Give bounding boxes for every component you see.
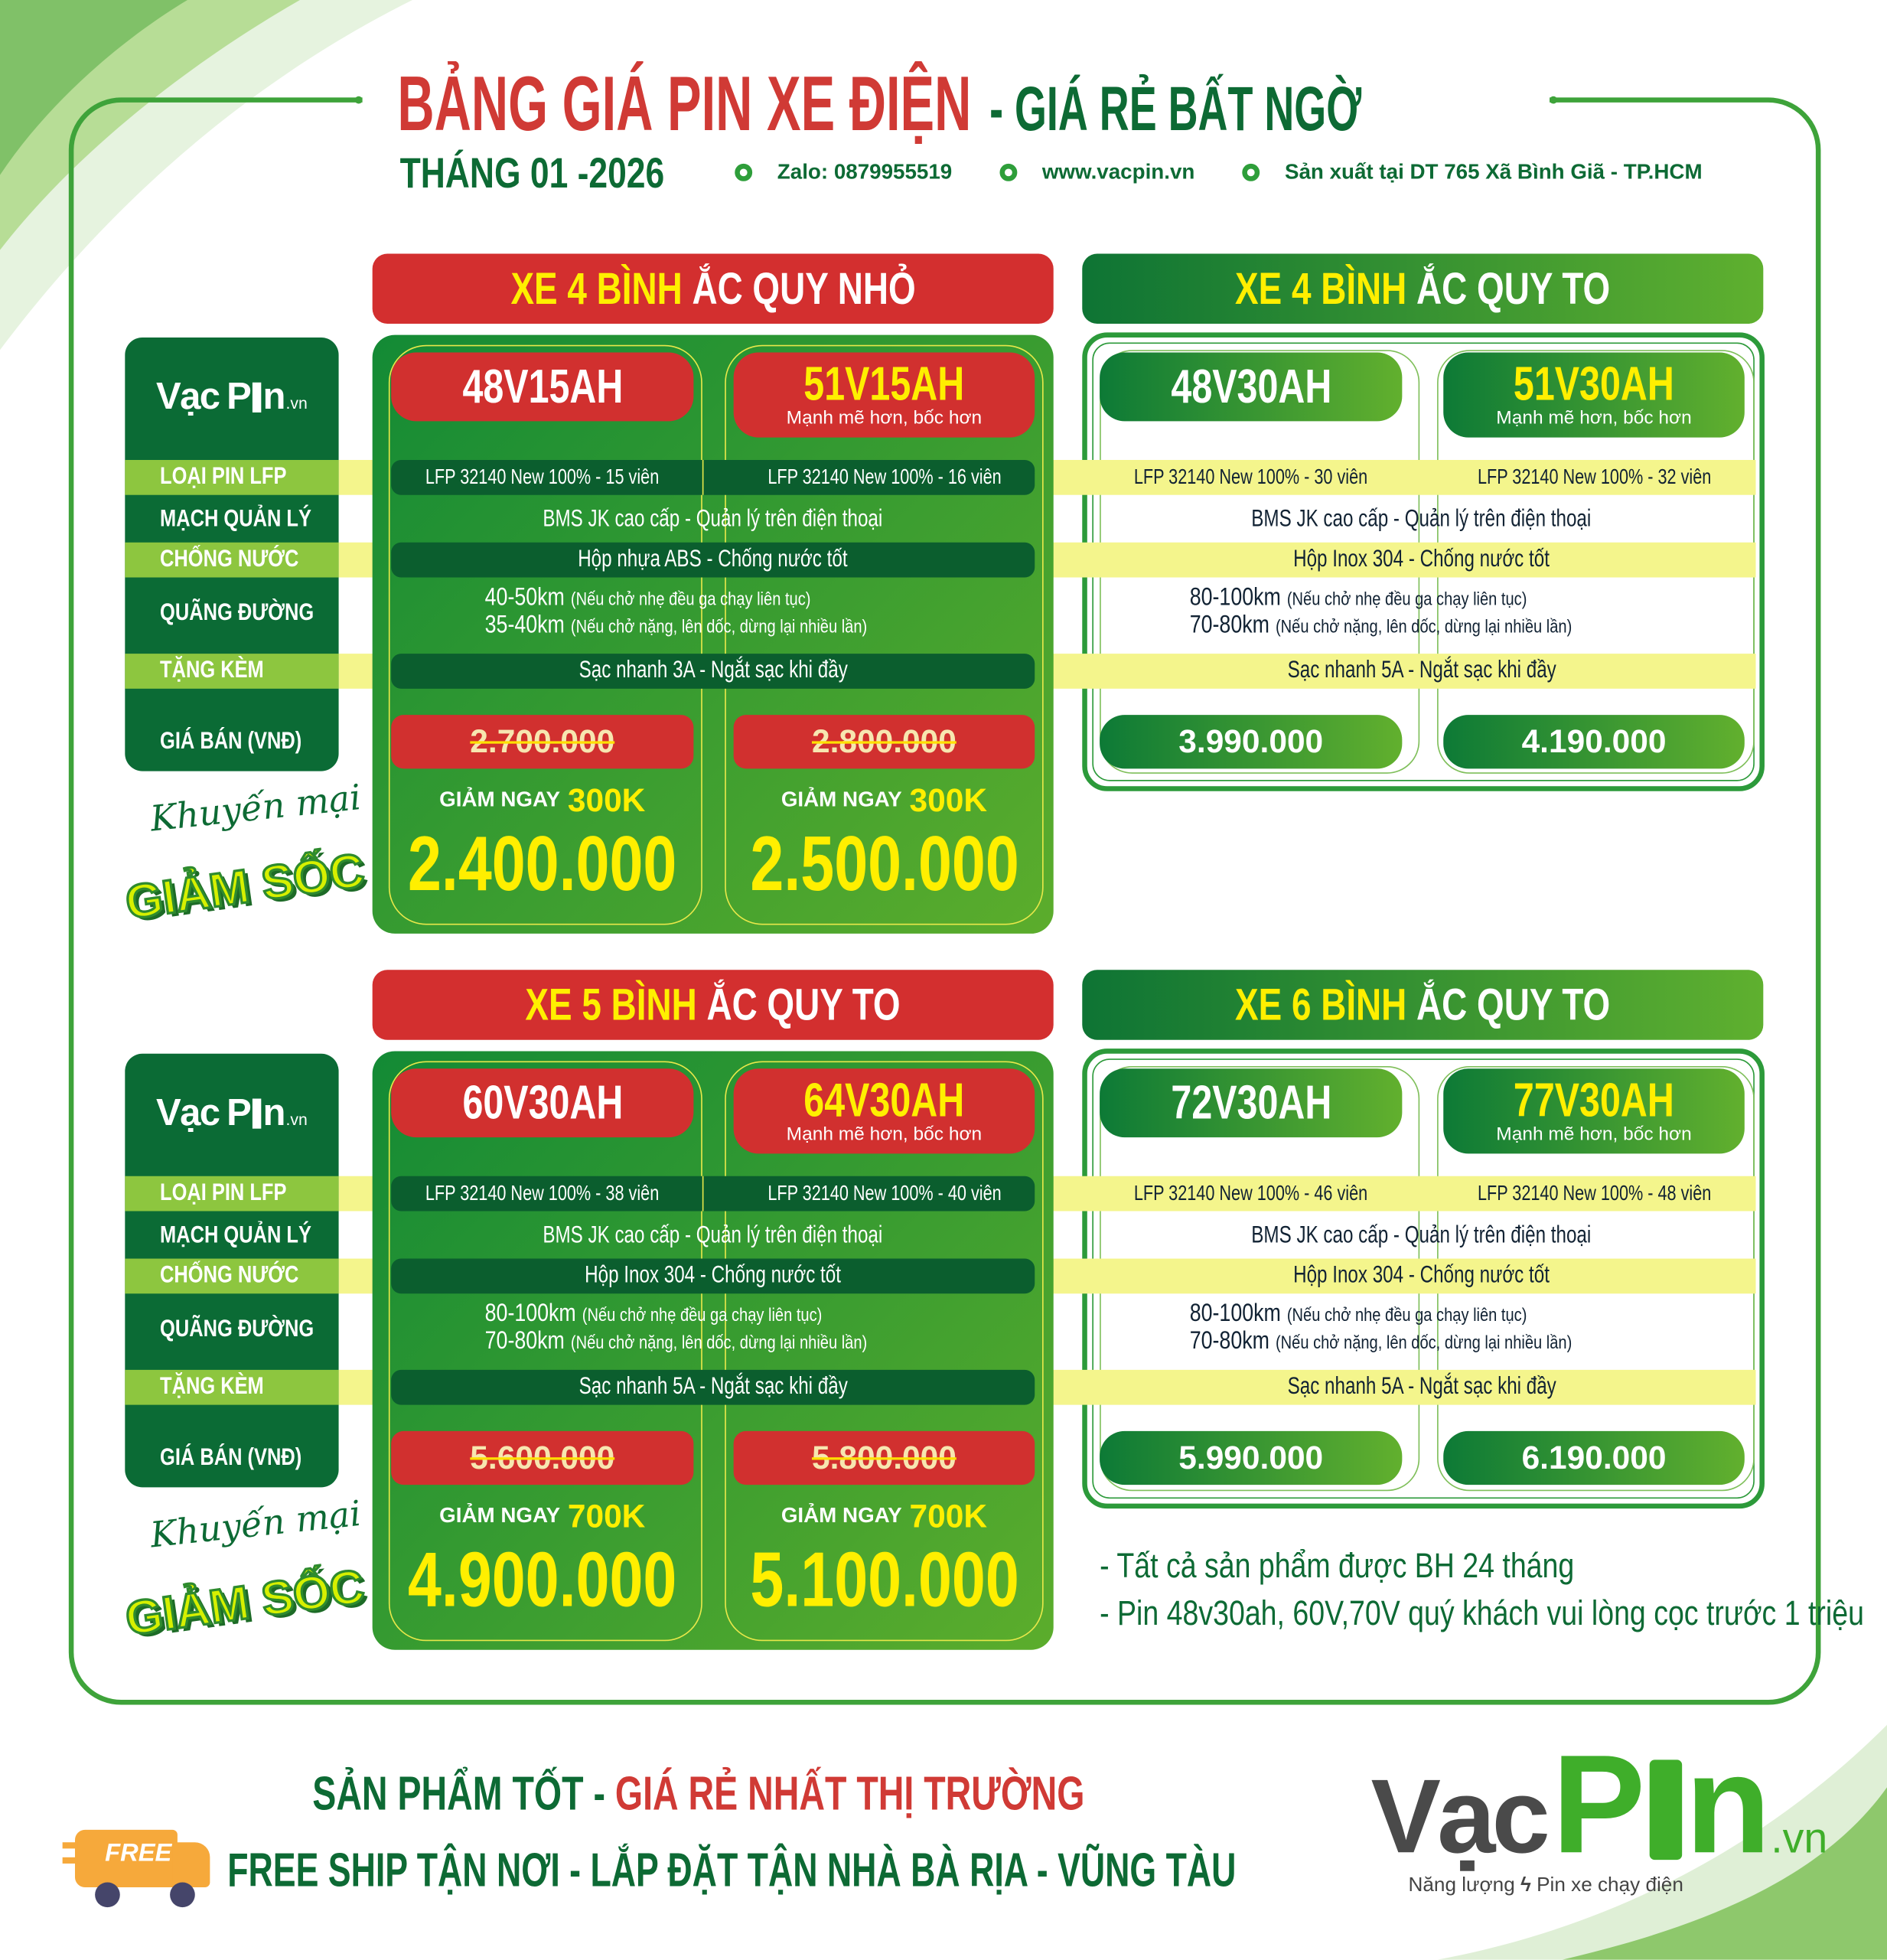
model-pill — [391, 1068, 693, 1137]
model-name: 60V30AH — [461, 1076, 623, 1130]
section-title-b: ẮC QUY TO — [1416, 262, 1611, 314]
section-title-b: ẮC QUY TO — [1416, 978, 1611, 1030]
spec-text: Sạc nhanh 3A - Ngắt sạc khi đầy — [578, 657, 848, 684]
range-note: (Nếu chở nhẹ đều ga chạy liên tục) — [570, 589, 811, 610]
range-line — [1190, 1329, 1661, 1356]
logo-vn: .vn — [1771, 1815, 1828, 1863]
model-pill — [1100, 1068, 1402, 1137]
cell-spec — [391, 460, 693, 495]
promo-price-text: 2.500.000 — [749, 820, 1019, 907]
bolt-icon: ϟ — [1520, 1874, 1531, 1896]
logo-n: n — [262, 375, 286, 417]
range-note: (Nếu chở nhẹ đều ga chạy liên tục) — [582, 1304, 823, 1326]
spec-text: BMS JK cao cấp - Quản lý trên điện thoại — [1251, 1222, 1592, 1249]
cell-spec — [1100, 1176, 1402, 1212]
contact-info — [735, 160, 1702, 185]
price-pill — [1100, 1431, 1402, 1485]
range-note: (Nếu chở nặng, lên dốc, dừng lại nhiều lần) — [1275, 616, 1572, 638]
promo-price-text: 4.900.000 — [408, 1536, 677, 1623]
discount-text: GIẢM NGAY — [439, 1503, 561, 1528]
col-divider — [702, 1176, 704, 1212]
title-red: BẢNG GIÁ PIN XE ĐIỆN — [397, 61, 972, 148]
promo-line2: GIẢM SỐC — [122, 844, 368, 931]
month-wrap — [400, 150, 731, 199]
battery-bolt-icon — [1649, 1759, 1681, 1860]
discount-amount: 700K — [909, 1496, 988, 1534]
cell-spec-text: LFP 32140 New 100% - 48 viên — [1477, 1181, 1711, 1205]
notes — [1100, 1542, 1887, 1637]
vacpin-logo — [125, 363, 338, 432]
row-label — [160, 1370, 286, 1405]
slogan-green: SẢN PHẨM TỐT - — [312, 1768, 615, 1821]
spec-waterproof — [391, 1259, 1035, 1294]
price: 3.990.000 — [1178, 722, 1324, 760]
row-label — [160, 585, 347, 642]
discount-text: GIẢM NGAY — [439, 787, 561, 811]
spec-text: Hộp Inox 304 - Chống nước tốt — [585, 1262, 842, 1289]
row-label — [160, 460, 314, 495]
battery-bolt-icon — [253, 382, 261, 412]
model-subtitle: Mạnh mẽ hơn, bốc hơn — [786, 407, 983, 429]
title-green: - GIÁ RẺ BẤT NGỜ — [989, 73, 1362, 144]
spec-gift — [1087, 654, 1756, 689]
section-title-b: ẮC QUY NHỎ — [692, 262, 916, 314]
row-label — [160, 543, 329, 578]
range-line — [1190, 1301, 1661, 1329]
spec-waterproof — [1087, 543, 1756, 578]
row-label-text: CHỐNG NƯỚC — [160, 546, 299, 572]
row-label-text: GIÁ BÁN (VNĐ) — [160, 1444, 302, 1472]
logo-p: P — [1552, 1726, 1646, 1883]
discount-label — [391, 778, 693, 823]
section-header-right — [1082, 970, 1763, 1039]
spec-text: BMS JK cao cấp - Quản lý trên điện thoại — [1251, 506, 1592, 533]
range-km: 80-100km — [1189, 583, 1281, 611]
spec-text: Hộp nhựa ABS - Chống nước tốt — [578, 546, 848, 572]
note-warranty: - Tất cả sản phẩm được BH 24 tháng — [1100, 1546, 1575, 1585]
range-km: 70-80km — [1189, 611, 1269, 639]
spec-range — [1190, 1301, 1765, 1356]
cell-spec — [734, 460, 1035, 495]
row-label-text: GIÁ BÁN (VNĐ) — [160, 729, 302, 755]
spec-range — [485, 1301, 1060, 1356]
model-pill — [1100, 353, 1402, 422]
logo-p: P — [227, 1091, 252, 1133]
cell-spec-text: LFP 32140 New 100% - 30 viên — [1134, 465, 1368, 489]
promo-line1: Khuyến mại — [148, 776, 363, 840]
promo-price — [391, 1536, 693, 1623]
old-price: 2.800.000 — [811, 722, 957, 760]
cell-spec-text: LFP 32140 New 100% - 40 viên — [767, 1181, 1002, 1205]
logo-vac: Vạc — [156, 1091, 220, 1133]
range-km: 35-40km — [484, 611, 565, 639]
truck-icon — [63, 1830, 210, 1913]
range-km: 70-80km — [1189, 1327, 1269, 1355]
section-title-a: XE 4 BÌNH — [510, 262, 683, 314]
section-title-a: XE 4 BÌNH — [1235, 262, 1407, 314]
discount-amount: 700K — [567, 1496, 646, 1534]
range-note: (Nếu chở nặng, lên dốc, dừng lại nhiều lần) — [570, 616, 868, 638]
range-km: 70-80km — [484, 1327, 565, 1355]
range-note: (Nếu chở nặng, lên dốc, dừng lại nhiều lần) — [1275, 1332, 1572, 1354]
promo-price-text: 5.100.000 — [749, 1536, 1019, 1623]
model-subtitle: Mạnh mẽ hơn, bốc hơn — [786, 1123, 983, 1145]
address: Sản xuất tại DT 765 Xã Bình Giã - TP.HCM — [1284, 160, 1703, 184]
spec-text: Hộp Inox 304 - Chống nước tốt — [1293, 546, 1550, 572]
old-price: 2.700.000 — [470, 722, 615, 760]
vacpin-logo — [125, 1078, 338, 1147]
model-name: 64V30AH — [803, 1075, 965, 1128]
cell-spec-text: LFP 32140 New 100% - 46 viên — [1134, 1181, 1368, 1205]
logo-n: n — [262, 1091, 286, 1133]
range-line — [1190, 612, 1661, 640]
cell-spec-text: LFP 32140 New 100% - 16 viên — [767, 465, 1002, 489]
model-pill — [734, 1068, 1035, 1153]
discount-amount: 300K — [567, 780, 646, 818]
price-pill — [1443, 1431, 1745, 1485]
model-subtitle: Mạnh mẽ hơn, bốc hơn — [1496, 407, 1692, 429]
cell-spec-text: LFP 32140 New 100% - 15 viên — [425, 465, 660, 489]
range-km: 80-100km — [1189, 1300, 1281, 1328]
section-title — [1235, 263, 1610, 315]
discount-text: GIẢM NGAY — [781, 787, 902, 811]
price-pill — [1100, 715, 1402, 768]
price: 5.990.000 — [1178, 1438, 1324, 1476]
section-title-b: ẮC QUY TO — [706, 978, 901, 1030]
battery-bolt-icon — [253, 1098, 261, 1128]
section-title — [1235, 979, 1610, 1032]
brand-logo — [1370, 1726, 1828, 1883]
model-pill — [391, 353, 693, 422]
shipping-text: FREE SHIP TẬN NƠI - LẮP ĐẶT TẬN NHÀ BÀ RỊA - VŨNG TÀU — [227, 1844, 1237, 1898]
spec-bms — [391, 501, 1035, 539]
cell-spec — [734, 1176, 1035, 1212]
logo-p: P — [227, 375, 252, 417]
logo-vac: Vạc — [1370, 1757, 1546, 1875]
range-line — [485, 1301, 957, 1329]
promo-price-text: 2.400.000 — [408, 820, 677, 907]
cell-spec — [391, 1176, 693, 1212]
old-price-pill — [391, 1431, 693, 1485]
spec-bms — [1087, 501, 1756, 539]
model-name: 51V30AH — [1514, 358, 1674, 412]
spec-gift — [391, 1370, 1035, 1405]
row-label-text: MẠCH QUẢN LÝ — [160, 506, 311, 533]
spec-text: BMS JK cao cấp - Quản lý trên điện thoại — [543, 1222, 883, 1249]
spec-text: Sạc nhanh 5A - Ngắt sạc khi đầy — [1287, 657, 1556, 684]
website-link[interactable]: www.vacpin.vn — [1041, 160, 1195, 184]
cell-spec — [1443, 460, 1745, 495]
range-km: 80-100km — [484, 1300, 576, 1328]
range-line — [485, 612, 957, 640]
note-deposit: - Pin 48v30ah, 60V,70V quý khách vui lòng cọc trước 1 triệu — [1100, 1593, 1864, 1632]
section-header-left — [373, 254, 1054, 324]
model-subtitle: Mạnh mẽ hơn, bốc hơn — [1496, 1123, 1692, 1145]
promo-badge — [122, 1492, 368, 1648]
cell-spec — [1443, 1176, 1745, 1212]
promo-line2: GIẢM SỐC — [122, 1560, 368, 1647]
discount-amount: 300K — [909, 780, 988, 818]
spec-text: Sạc nhanh 5A - Ngắt sạc khi đầy — [578, 1373, 848, 1401]
spec-text: Sạc nhanh 5A - Ngắt sạc khi đầy — [1287, 1373, 1556, 1401]
logo-n: n — [1685, 1726, 1771, 1883]
logo-vn: .vn — [285, 1110, 308, 1129]
footer-slogan — [312, 1769, 1342, 1822]
row-label — [160, 1176, 314, 1212]
section-title-a: XE 5 BÌNH — [525, 978, 697, 1030]
spec-bms — [391, 1218, 1035, 1255]
section-title — [510, 263, 915, 315]
row-label-text: LOẠI PIN LFP — [160, 463, 287, 491]
model-name: 48V30AH — [1170, 360, 1331, 413]
section-title-a: XE 6 BÌNH — [1235, 978, 1407, 1030]
discount-label — [391, 1494, 693, 1539]
range-note: (Nếu chở nhẹ đều ga chạy liên tục) — [1286, 1304, 1527, 1326]
row-label — [160, 654, 286, 689]
spec-waterproof — [391, 543, 1035, 578]
location-icon — [735, 164, 752, 181]
col-divider — [702, 460, 704, 495]
model-pill — [734, 353, 1035, 438]
spec-bms — [1087, 1218, 1756, 1255]
range-note: (Nếu chở nặng, lên dốc, dừng lại nhiều lần) — [570, 1332, 868, 1354]
cell-spec-text: LFP 32140 New 100% - 38 viên — [425, 1181, 660, 1205]
row-label — [160, 1435, 333, 1482]
brand-tagline — [1409, 1875, 1683, 1897]
cell-spec — [1100, 460, 1402, 495]
spec-waterproof — [1087, 1259, 1756, 1294]
price-pill — [1443, 715, 1745, 768]
model-name: 48V15AH — [461, 360, 623, 413]
slogan-red: GIÁ RẺ NHẤT THỊ TRƯỜNG — [614, 1768, 1085, 1821]
tagline-b: Pin xe chạy điện — [1537, 1874, 1683, 1896]
range-line — [485, 585, 957, 612]
model-name: 77V30AH — [1514, 1075, 1674, 1128]
row-label-text: TẶNG KÈM — [160, 657, 264, 684]
logo-vac: Vạc — [156, 375, 220, 417]
model-pill — [1443, 1068, 1745, 1153]
row-label-text: QUÃNG ĐƯỜNG — [160, 1316, 314, 1342]
row-label — [160, 501, 344, 539]
row-label-text: TẶNG KÈM — [160, 1373, 264, 1401]
old-price: 5.600.000 — [470, 1438, 615, 1476]
range-note: (Nếu chở nhẹ đều ga chạy liên tục) — [1286, 589, 1527, 610]
promo-price — [734, 1536, 1035, 1623]
page-title — [397, 60, 1858, 150]
location-icon — [999, 164, 1017, 181]
cell-spec-text: LFP 32140 New 100% - 32 viên — [1477, 465, 1711, 489]
spec-gift — [1087, 1370, 1756, 1405]
row-label-text: MẠCH QUẢN LÝ — [160, 1222, 311, 1249]
discount-text: GIẢM NGAY — [781, 1503, 902, 1528]
spec-text: Hộp Inox 304 - Chống nước tốt — [1293, 1262, 1550, 1289]
zalo-contact: Zalo: 0879955519 — [777, 160, 953, 184]
old-price: 5.800.000 — [811, 1438, 957, 1476]
old-price-pill — [391, 715, 693, 768]
model-name: 72V30AH — [1170, 1076, 1331, 1130]
old-price-pill — [734, 715, 1035, 768]
range-km: 40-50km — [484, 583, 565, 611]
row-label — [160, 1259, 329, 1294]
promo-badge — [122, 776, 368, 931]
truck-free-label: FREE — [105, 1839, 172, 1867]
price: 4.190.000 — [1521, 722, 1667, 760]
row-label-text: QUÃNG ĐƯỜNG — [160, 599, 314, 627]
promo-line1: Khuyến mại — [148, 1492, 363, 1556]
spec-range — [485, 585, 1060, 640]
spec-text: BMS JK cao cấp - Quản lý trên điện thoại — [543, 506, 883, 533]
title-line — [397, 60, 1361, 148]
logo-vn: .vn — [285, 393, 308, 413]
model-name: 51V15AH — [803, 358, 965, 412]
old-price-pill — [734, 1431, 1035, 1485]
price: 6.190.000 — [1521, 1438, 1667, 1476]
spec-range — [1190, 585, 1765, 640]
row-label-text: CHỐNG NƯỚC — [160, 1262, 299, 1289]
section-header-right — [1082, 254, 1763, 324]
promo-price — [734, 820, 1035, 907]
row-label — [160, 1301, 347, 1358]
discount-label — [734, 778, 1035, 823]
spec-gift — [391, 654, 1035, 689]
row-label-text: LOẠI PIN LFP — [160, 1179, 287, 1206]
row-label — [160, 719, 333, 766]
discount-label — [734, 1494, 1035, 1539]
promo-price — [391, 820, 693, 907]
model-pill — [1443, 353, 1745, 438]
location-icon — [1242, 164, 1260, 181]
month-label: THÁNG 01 -2026 — [399, 149, 665, 198]
section-header-left — [373, 970, 1054, 1039]
section-title — [526, 979, 901, 1032]
tagline-a: Năng lượng — [1408, 1874, 1515, 1896]
range-line — [485, 1329, 957, 1356]
range-line — [1190, 585, 1661, 612]
row-label — [160, 1218, 344, 1255]
